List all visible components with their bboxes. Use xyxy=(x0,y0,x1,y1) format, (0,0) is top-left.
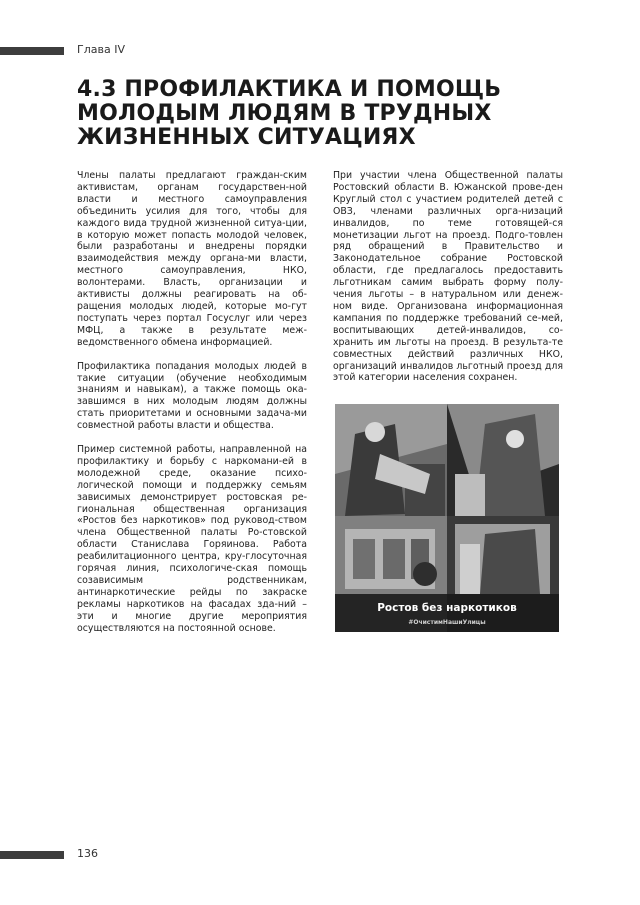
title-line: 4.3 ПРОФИЛАКТИКА И ПОМОЩЬ xyxy=(77,77,502,102)
collage-image xyxy=(335,404,559,632)
page-number: 136 xyxy=(77,847,98,860)
section-title xyxy=(77,78,547,150)
photo-caption: Ростов без наркотиков xyxy=(377,602,517,614)
title-line: МОЛОДЫМ ЛЮДЯМ В ТРУДНЫХ xyxy=(77,101,492,126)
title-line: ЖИЗНЕННЫХ СИТУАЦИЯХ xyxy=(77,125,416,150)
paragraph: Пример системной работы, направленной на профилактику и борьбу с наркомани-ей в молодежной среде, оказание психо-логической помощи и поддержку семьям зависимых демонстрирует ростовская ре-гиональная общественная организация «Ростов без наркотиков» под руковод-ством члена Общественной палаты Ро-стовской области Станислава Горяинова. Работа реабилитационного центра, кру-глосуточная горячая линия, психологиче-ская помощь созависимым родственникам, антинаркотические рейды по закраске рекламы наркотиков на фасадах зда-ний – эти и многие другие мероприятия осуществляются на постоянной основе. xyxy=(77,444,307,634)
left-column xyxy=(77,170,307,647)
collage-photo xyxy=(335,404,559,632)
paragraph: Члены палаты предлагают граждан-ским активистам, органам государствен-ной власти и местного самоуправления объединить усилия для того, чтобы для каждого вида трудной жизненной ситуа-ции, в которую может попасть молодой человек, были разработаны и внедрены порядки взаимодействия между органа-ми власти, местного самоуправления, НКО, волонтерами. Власть, организации и активисты должны реагировать на об-ращения молодых людей, которые мо-гут поступать через портал Госуслуг или через МФЦ, а также в результате меж-ведомственного обмена информацией. xyxy=(77,170,307,348)
chapter-label: Глава IV xyxy=(77,43,125,56)
paragraph: Профилактика попадания молодых людей в такие ситуации (обучение необходимым знаниям и навыкам), а также помощь ока-завшимся в них молодым людям должны стать приоритетами и основными задача-ми совместной работы власти и общества. xyxy=(77,360,307,432)
right-column xyxy=(333,170,563,396)
photo-hashtag: #ОчистимНашиУлицы xyxy=(408,619,486,626)
footer-bar xyxy=(0,851,64,859)
header-bar xyxy=(0,47,64,55)
paragraph: При участии члена Общественной палаты Ростовский области В. Южанской прове-ден Круглый стол с участием родителей детей с ОВЗ, членами различных орга-низаций инвалидов, по теме готовящей-ся монетизации льгот на проезд. Подго-товлен ряд обращений в Правительство и Законодательное собрание Ростовской области, где предлагалось предоставить льготникам самим выбрать форму полу-чения льготы – в натуральном или денеж-ном виде. Организована информационная кампания по поддержке требований се-мей, воспитывающих детей-инвалидов, со-хранить им льготы на проезд. В результа-те совместных действий различных НКО, организаций инвалидов льготный проезд для этой категории населения сохранен. xyxy=(333,170,563,384)
